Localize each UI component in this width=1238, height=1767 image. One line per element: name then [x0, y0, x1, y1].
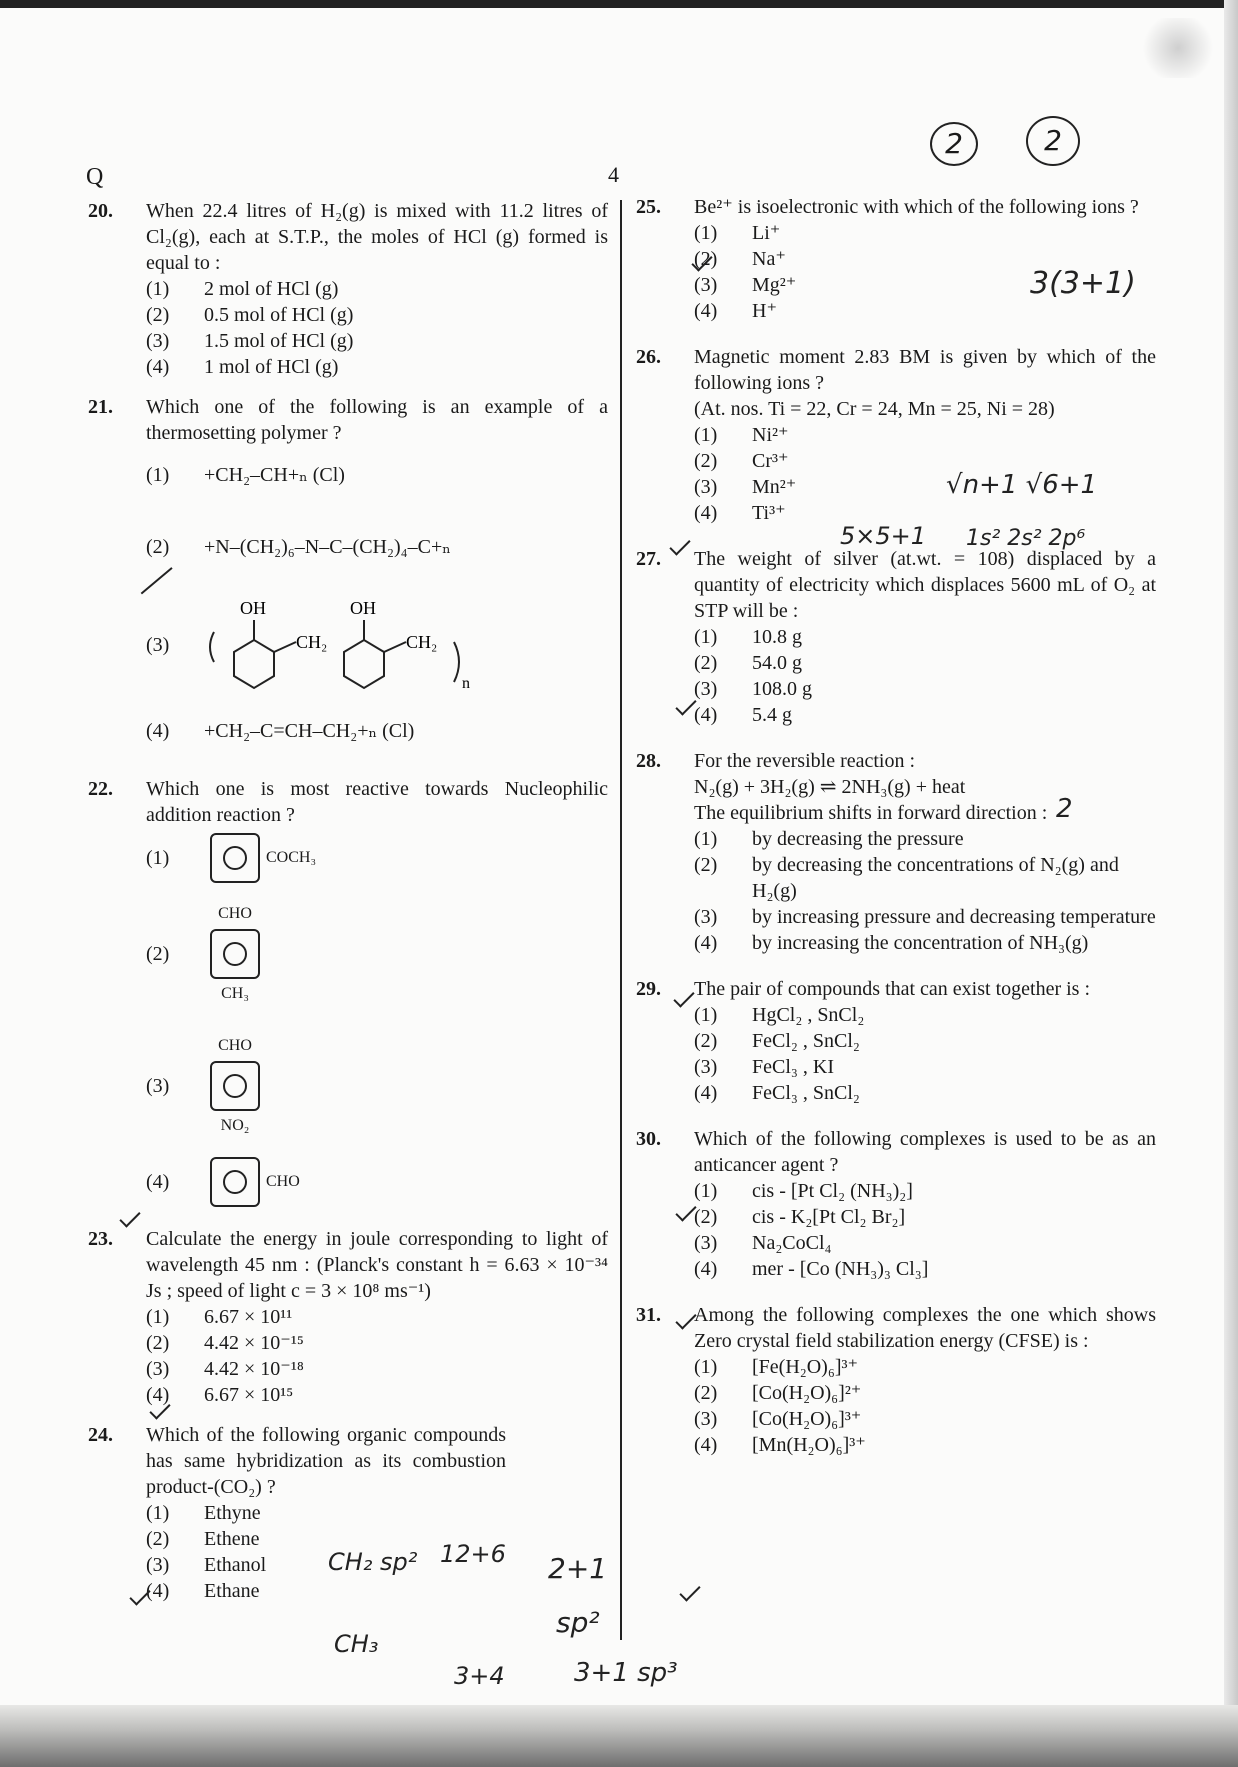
question-number: 30. [636, 1128, 661, 1150]
bakelite-structure-icon [204, 592, 504, 692]
top-substituent: CHO [218, 905, 252, 922]
option-number: (1) [146, 278, 170, 300]
question-text-continued: The equilibrium shifts in forward direction : [694, 802, 1048, 824]
handwritten-note: 2+1 [548, 1552, 608, 1585]
option-text: Mg²⁺ [752, 274, 797, 296]
option-number: (2) [694, 1030, 718, 1052]
option-text: 1 mol of HCl (g) [204, 356, 339, 378]
option-text: FeCl₃ , SnCl₂ [752, 1082, 860, 1104]
scan-smudge [1138, 18, 1218, 78]
option[interactable] [146, 328, 608, 354]
question-number: 26. [636, 346, 661, 368]
scan-edge-bottom [0, 1705, 1238, 1767]
option[interactable] [146, 590, 608, 700]
option-number: (3) [694, 678, 718, 700]
question-text: When 22.4 litres of H₂(g) is mixed with 11.2 litres of Cl₂(g), each at S.T.P., the moles of HCl (g) formed is equal to : [146, 200, 608, 274]
handwritten-note: 1s² 2s² 2p⁶ [966, 526, 1086, 551]
question-21 [88, 394, 608, 762]
option-text: mer - [Co (NH₃)₃ Cl₃] [752, 1258, 929, 1280]
question-set-label: Q [86, 164, 104, 190]
svg-text:OH: OH [350, 597, 376, 618]
option[interactable] [146, 1356, 608, 1382]
option[interactable] [694, 1204, 1156, 1230]
option-number: (2) [694, 854, 718, 876]
right-column [636, 194, 1156, 1472]
bottom-substituent: NO₂ [220, 1117, 250, 1134]
option-text: Ethyne [204, 1502, 261, 1524]
option-text: [Co(H₂O)₆]²⁺ [752, 1382, 862, 1404]
option-text: 10.8 g [752, 626, 802, 648]
substituent-label: CHO [266, 1173, 300, 1190]
handwritten-note: 3+4 [454, 1662, 505, 1690]
option-text: 2 mol of HCl (g) [204, 278, 339, 300]
option[interactable] [694, 676, 1156, 702]
question-number: 23. [88, 1228, 113, 1250]
option[interactable] [694, 1054, 1156, 1080]
question-text: Which of the following complexes is used to be as an anticancer agent ? [694, 1128, 1156, 1176]
substituent-label: COCH₃ [266, 849, 317, 866]
handwritten-note: CH₃ [334, 1630, 379, 1658]
question-text: Which of the following organic compounds has same hybridization as its combustion product-(CO₂) ? [146, 1424, 506, 1498]
svg-text:n: n [462, 674, 470, 692]
option-text: H⁺ [752, 300, 777, 322]
handwritten-circle-2: 2 [1026, 116, 1080, 166]
option-number: (4) [694, 932, 718, 954]
option-number: (2) [694, 1382, 718, 1404]
option-number: (3) [146, 1554, 170, 1576]
option[interactable] [694, 1354, 1156, 1380]
question-text: Calculate the energy in joule corresponding to light of wavelength 45 nm : (Planck's constant h = 6.63 × 10⁻³⁴ Js ; speed of light c = 3 × 10⁸ ms⁻¹) [146, 1228, 608, 1302]
option-text: FeCl₃ , KI [752, 1056, 834, 1078]
option[interactable] [146, 1500, 608, 1526]
option-number: (4) [146, 1384, 170, 1406]
option-text: 108.0 g [752, 678, 812, 700]
option-number: (4) [694, 704, 718, 726]
option-text: 4.42 × 10⁻¹⁸ [204, 1358, 304, 1380]
option-number: (3) [694, 274, 718, 296]
option-text: 5.4 g [752, 704, 792, 726]
question-25 [636, 194, 1156, 324]
option[interactable] [694, 650, 1156, 676]
handwritten-note: 5×5+1 [840, 522, 927, 550]
option-number: (3) [146, 1358, 170, 1380]
option-text: FeCl₂ , SnCl₂ [752, 1030, 860, 1052]
option[interactable] [694, 1380, 1156, 1406]
benzene-ring-icon [210, 833, 260, 883]
scan-edge-top [0, 0, 1238, 8]
option-number: (3) [694, 906, 718, 928]
option-text: Ethanol [204, 1554, 267, 1576]
question-number: 29. [636, 978, 661, 1000]
scan-edge-right [1224, 0, 1238, 1767]
question-number: 21. [88, 396, 113, 418]
option[interactable] [694, 298, 1156, 324]
option[interactable] [694, 1432, 1156, 1458]
reaction-equation: N₂(g) + 3H₂(g) ⇌ 2NH₃(g) + heat [694, 776, 966, 798]
option-number: (4) [694, 1434, 718, 1456]
option-number: (2) [146, 1332, 170, 1354]
option-number: (3) [146, 634, 170, 656]
svg-text:OH: OH [240, 597, 266, 618]
option-number: (1) [694, 424, 718, 446]
option-text: by decreasing the pressure [752, 828, 964, 850]
option[interactable] [694, 1002, 1156, 1028]
option[interactable] [694, 1178, 1156, 1204]
question-number: 22. [88, 778, 113, 800]
question-number: 20. [88, 200, 113, 222]
option[interactable] [694, 1080, 1156, 1106]
option-text: by increasing pressure and decreasing temperature [752, 906, 1156, 928]
question-number: 25. [636, 196, 661, 218]
question-number: 24. [88, 1424, 113, 1446]
option-text: Mn²⁺ [752, 476, 797, 498]
option-number: (4) [146, 720, 170, 742]
handwritten-note: 2 [1056, 794, 1073, 824]
option-number: (2) [146, 304, 170, 326]
question-text: Among the following complexes the one which shows Zero crystal field stabilization energy (CFSE) is : [694, 1304, 1156, 1352]
option[interactable] [694, 904, 1156, 930]
option-text: cis - [Pt Cl₂ (NH₃)₂] [752, 1180, 913, 1202]
option[interactable] [146, 302, 608, 328]
question-text: The weight of silver (at.wt. = 108) displaced by a quantity of electricity which displaces 5600 mL of O₂ at STP will be : [694, 548, 1156, 622]
option-number: (1) [146, 1306, 170, 1328]
handwritten-note: 3+1 sp³ [574, 1658, 678, 1688]
option[interactable] [694, 930, 1156, 956]
question-text: Which one of the following is an example of a thermosetting polymer ? [146, 396, 608, 444]
option-text: 4.42 × 10⁻¹⁵ [204, 1332, 304, 1354]
handwritten-circle-1: 2 [930, 122, 978, 166]
question-text: Magnetic moment 2.83 BM is given by which of the following ions ? [694, 346, 1156, 394]
question-28 [636, 748, 1156, 956]
benzene-ring-icon [210, 1157, 260, 1207]
question-20 [88, 198, 608, 380]
question-27 [636, 546, 1156, 728]
option[interactable] [146, 828, 608, 888]
option-text: Na₂CoCl₄ [752, 1232, 832, 1254]
option-number: (3) [694, 1408, 718, 1430]
column-divider [620, 200, 622, 1640]
option-text: [Mn(H₂O)₆]³⁺ [752, 1434, 866, 1456]
option[interactable] [146, 276, 608, 302]
top-substituent: CHO [218, 1037, 252, 1054]
option[interactable] [146, 700, 608, 762]
option-text: 0.5 mol of HCl (g) [204, 304, 354, 326]
option-number: (1) [146, 464, 170, 486]
handwritten-note: √n+1 √6+1 [946, 470, 1098, 500]
option-number: (1) [694, 1356, 718, 1378]
question-23 [88, 1226, 608, 1408]
option-number: (4) [146, 1171, 170, 1193]
option-number: (2) [146, 536, 170, 558]
option-number: (4) [694, 300, 718, 322]
question-number: 31. [636, 1304, 661, 1326]
handwritten-note: sp² [556, 1606, 600, 1639]
option-number: (1) [694, 222, 718, 244]
option[interactable] [694, 624, 1156, 650]
option-text: 54.0 g [752, 652, 802, 674]
option[interactable] [694, 1230, 1156, 1256]
option-text: Ethene [204, 1528, 260, 1550]
option-number: (1) [694, 626, 718, 648]
substituted-benzene [204, 1033, 266, 1139]
option-number: (2) [694, 1206, 718, 1228]
option[interactable] [146, 1578, 608, 1604]
page-number: 4 [608, 162, 619, 187]
option-number: (2) [694, 248, 718, 270]
benzene-ring-icon [210, 1061, 260, 1111]
option-text: 6.67 × 10¹⁵ [204, 1384, 294, 1406]
option-text: Li⁺ [752, 222, 781, 244]
option-number: (3) [146, 1075, 170, 1097]
option-text: 6.67 × 10¹¹ [204, 1306, 293, 1328]
question-number: 28. [636, 750, 661, 772]
option[interactable] [694, 1406, 1156, 1432]
question-24 [88, 1422, 608, 1604]
option[interactable] [694, 852, 1156, 904]
option-text: 1.5 mol of HCl (g) [204, 330, 354, 352]
option-text: by decreasing the concentrations of N₂(g) and H₂(g) [752, 854, 1119, 902]
question-number: 27. [636, 548, 661, 570]
option-number: (1) [694, 1180, 718, 1202]
option[interactable] [694, 220, 1156, 246]
option[interactable] [146, 446, 608, 504]
question-31 [636, 1302, 1156, 1458]
question-text: The pair of compounds that can exist together is : [694, 978, 1091, 1000]
option-number: (3) [694, 476, 718, 498]
polymer-structure: +N–(CH₂)₆–N–C–(CH₂)₄–C+ₙ [204, 536, 451, 558]
option[interactable] [694, 1256, 1156, 1282]
option-number: (4) [694, 1258, 718, 1280]
option-number: (2) [146, 1528, 170, 1550]
option-number: (1) [694, 828, 718, 850]
handwritten-note: CH₂ sp² [328, 1548, 418, 1576]
option-number: (4) [146, 1580, 170, 1602]
option-number: (1) [694, 1004, 718, 1026]
option[interactable] [146, 1330, 608, 1356]
option-text: Na⁺ [752, 248, 786, 270]
option[interactable] [694, 422, 1156, 448]
svg-text:CH₂: CH₂ [406, 631, 438, 652]
question-29 [636, 976, 1156, 1106]
option[interactable] [146, 1304, 608, 1330]
option-text: [Co(H₂O)₆]³⁺ [752, 1408, 862, 1430]
option-text: cis - K₂[Pt Cl₂ Br₂] [752, 1206, 906, 1228]
option-text: HgCl₂ , SnCl₂ [752, 1004, 865, 1026]
option-text: Ni²⁺ [752, 424, 789, 446]
polymer-structure: +CH₂–CH+ₙ (Cl) [204, 464, 345, 486]
option-text: Ti³⁺ [752, 502, 786, 524]
answer-tick-mark [679, 1580, 700, 1601]
polymer-structure: +CH₂–C=CH–CH₂+ₙ (Cl) [204, 720, 415, 742]
option-text: Ethane [204, 1580, 260, 1602]
option[interactable] [146, 354, 608, 380]
option[interactable] [146, 888, 608, 1020]
question-text: Be²⁺ is isoelectronic with which of the following ions ? [694, 196, 1139, 218]
option-number: (3) [694, 1232, 718, 1254]
option-text: [Fe(H₂O)₆]³⁺ [752, 1356, 859, 1378]
handwritten-note: 12+6 [440, 1540, 506, 1568]
option[interactable] [146, 504, 608, 590]
substituted-benzene [204, 901, 266, 1007]
option-number: (3) [146, 330, 170, 352]
option[interactable] [146, 1382, 608, 1408]
question-text: For the reversible reaction : [694, 750, 916, 772]
option-number: (2) [694, 450, 718, 472]
option[interactable] [694, 702, 1156, 728]
svg-text:CH₂: CH₂ [296, 631, 328, 652]
option-number: (4) [694, 502, 718, 524]
option-number: (4) [694, 1082, 718, 1104]
option-number: (2) [146, 943, 170, 965]
question-22 [88, 776, 608, 1212]
bottom-substituent: CH₃ [221, 985, 249, 1002]
option[interactable] [694, 1028, 1156, 1054]
handwritten-note: 3(3+1) [1030, 266, 1136, 301]
question-note: (At. nos. Ti = 22, Cr = 24, Mn = 25, Ni = 28) [694, 398, 1055, 420]
question-text: Which one is most reactive towards Nucleophilic addition reaction ? [146, 778, 608, 826]
phenol-formaldehyde-structure [204, 592, 608, 699]
option-text: Cr³⁺ [752, 450, 789, 472]
option[interactable] [146, 1152, 608, 1212]
option[interactable] [146, 1020, 608, 1152]
benzene-ring-icon [210, 929, 260, 979]
option-number: (1) [146, 847, 170, 869]
option[interactable] [694, 826, 1156, 852]
option-number: (1) [146, 1502, 170, 1524]
option-number: (3) [694, 1056, 718, 1078]
option-text: by increasing the concentration of NH₃(g) [752, 932, 1089, 954]
option-number: (2) [694, 652, 718, 674]
option-number: (4) [146, 356, 170, 378]
question-30 [636, 1126, 1156, 1282]
